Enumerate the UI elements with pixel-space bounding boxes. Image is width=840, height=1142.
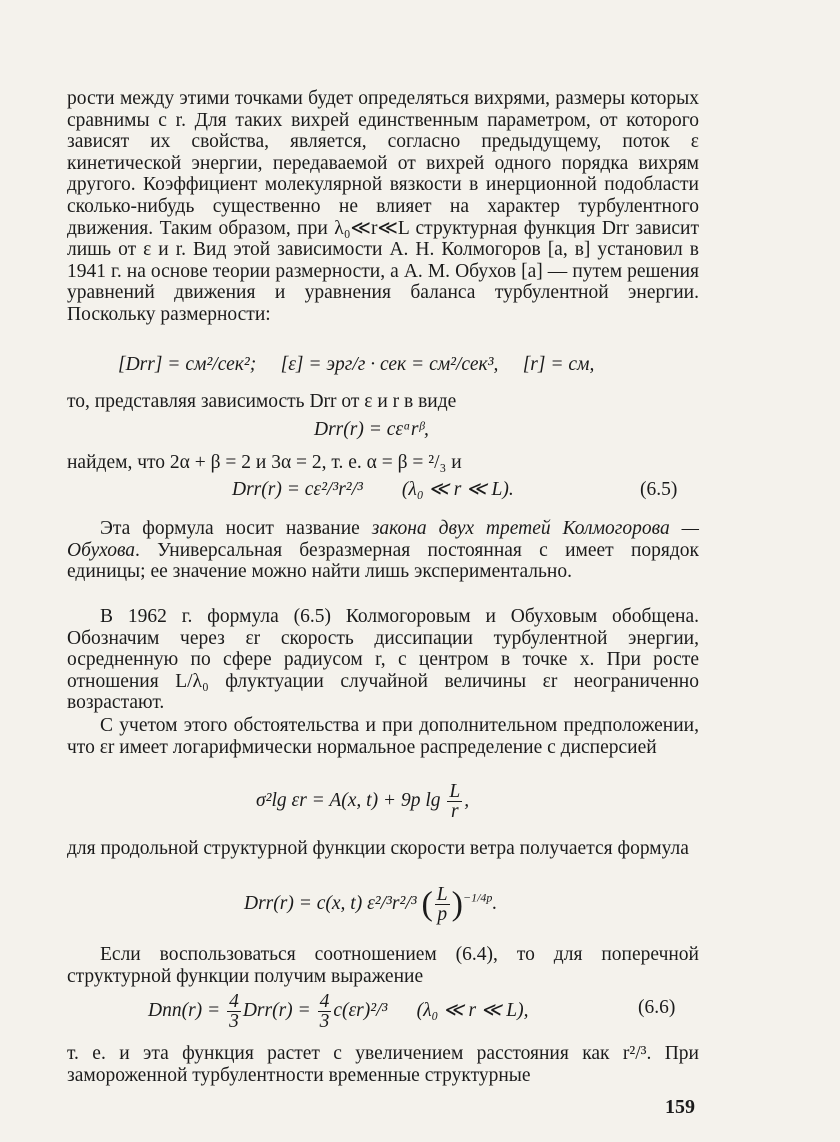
equation-sigma: σ²lg εr = A(x, t) + 9p lg $\frac{L}{r}$ ,: [256, 781, 470, 822]
equation-6-6: Dnn(r) = $\frac{4}{3}$ Drr(r) = $\frac{4}{3}$ c(εr)²/³ (λ₀ ≪ r ≪ L),: [148, 991, 529, 1032]
equation-dimensions: [Drr] = см²/сек²; [ε] = эрг/г · сек = см²/сек³, [r] = см,: [118, 354, 595, 375]
paragraph-intro: рости между этими точками будет определяться вихрями, размеры которых сравнимы с r. Для таких вихрей единственным параметром, от которого зависят их свойства, является, согласно предыдущему, поток ε кинетической энергии, передаваемой от вихрей одного порядка вихрям другого. Коэффициент молекулярной вязкости в инерционной подобласти сколько-нибудь существенно не влияет на характер турбулентного движения. Таким образом, при λ₀≪r≪L структурная функция Drr зависит лишь от ε и r. Вид этой зависимости А. Н. Колмогоров [а, в] установил в 1941 г. на основе теории размерности, а А. М. Обухов [а] — путем решения уравнений движения и уравнения баланса турбулентной энергии. Поскольку размерности:: [67, 88, 699, 325]
line-then: то, представляя зависимость Drr от ε и r в виде: [67, 391, 457, 412]
line-find: найдем, что 2α + β = 2 и 3α = 2, т. е. α = β = ²/₃ и: [67, 452, 462, 473]
equation-generalized: Drr(r) = c(x, t) ε²/³r²/³ ( $\frac{L}{p}$ )$^{-1/4p}$.: [244, 884, 498, 925]
equation-form: Drr(r) = cεᵅrᵝ,: [314, 419, 429, 440]
paragraph-longitudinal: для продольной структурной функции скорости ветра получается формула: [67, 838, 689, 859]
paragraph-1962: В 1962 г. формула (6.5) Колмогоровым и Обуховым обобщена. Обозначим через εr скорость диссипации турбулентной энергии, осредненную по сфере радиусом r, с центром в точке x. При росте отношения L/λ₀ флуктуации случайной величины εr неограниченно возрастают.: [67, 606, 699, 714]
equation-number-6-5: (6.5): [640, 479, 678, 500]
equation-6-5: Drr(r) = cε²/³r²/³ (λ₀ ≪ r ≪ L).: [232, 479, 514, 500]
fraction-four-thirds-b: $\frac{4}{3}$: [319, 991, 330, 1032]
fraction-l-over-r: $\frac{L}{r}$: [449, 781, 461, 822]
fraction-four-thirds-a: $\frac{4}{3}$: [229, 991, 239, 1032]
paragraph-transverse: Если воспользоваться соотношением (6.4), то для поперечной структурной функции получим выражение: [67, 944, 699, 987]
paragraph-two-thirds-law: Эта формула носит название закона двух третей Колмогорова — Обухова. Универсальная безразмерная постоянная c имеет порядок единицы; ее значение можно найти лишь экспериментально.: [67, 518, 699, 583]
fraction-l-over-p: $\frac{L}{p}$: [436, 884, 448, 925]
page-number: 159: [665, 1096, 695, 1118]
paragraph-conclusion: т. е. и эта функция растет с увеличением расстояния как r²/³. При замороженной турбулентности временные структурные: [67, 1043, 699, 1086]
paragraph-lognormal: С учетом этого обстоятельства и при дополнительном предположении, что εr имеет логарифмически нормальное распределение с дисперсией: [67, 715, 699, 758]
equation-number-6-6: (6.6): [638, 997, 676, 1018]
